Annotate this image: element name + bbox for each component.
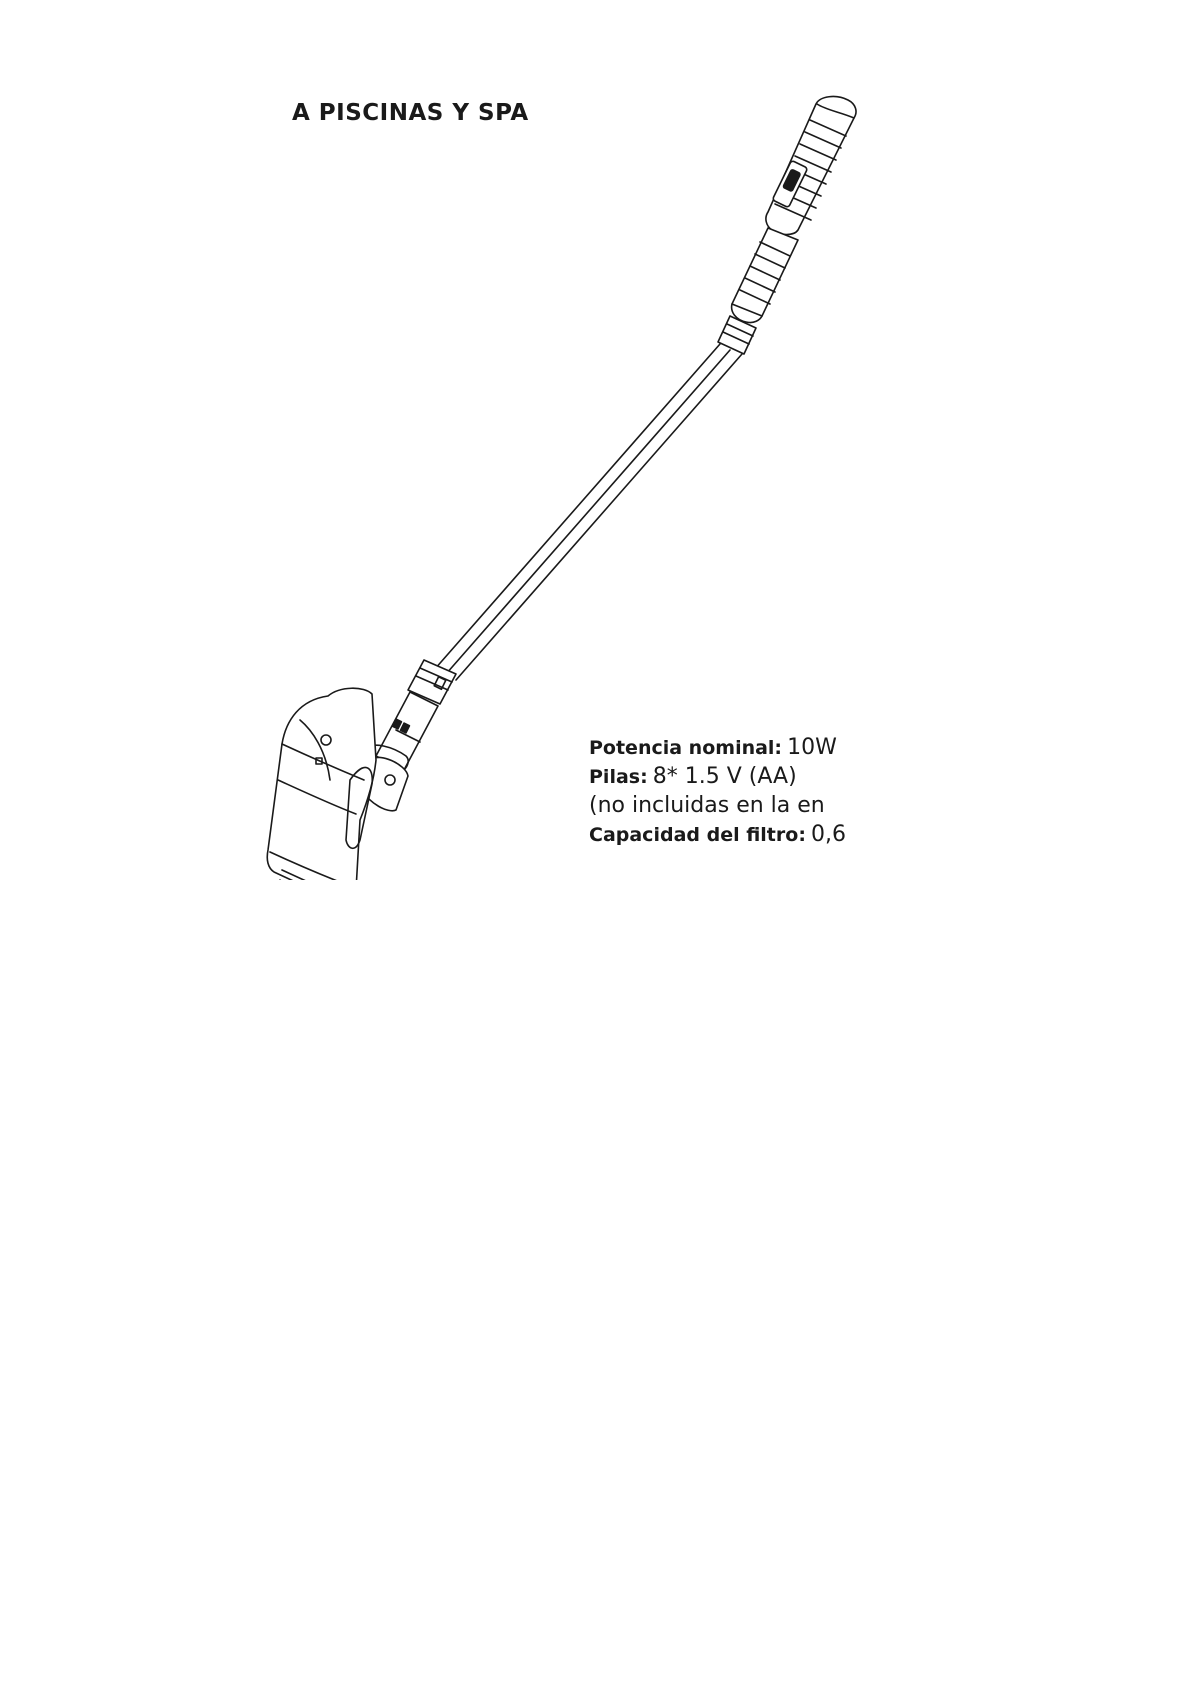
vacuum-head [267, 688, 376, 880]
spec-filter-value: 0,6 [811, 822, 847, 847]
spec-batteries-note [589, 791, 889, 820]
telescopic-pole [434, 344, 742, 680]
page-title: A PISCINAS Y SPA [292, 100, 529, 126]
spec-filter [589, 820, 889, 849]
spec-filter-label: Capacidad del filtro: [589, 824, 806, 846]
upper-connector [732, 228, 798, 323]
specs-block [589, 733, 889, 849]
upper-collar [718, 316, 756, 354]
spec-batteries-value: 8* 1.5 V (AA) [652, 764, 797, 789]
handle-grip [766, 97, 856, 235]
spec-batteries-note-text: (no incluidas en la en [589, 793, 825, 818]
spec-power-value: 10W [787, 735, 837, 760]
spec-batteries-label: Pilas: [589, 766, 648, 788]
spec-batteries [589, 762, 889, 791]
spec-power-label: Potencia nominal: [589, 737, 783, 759]
spec-power [589, 733, 889, 762]
